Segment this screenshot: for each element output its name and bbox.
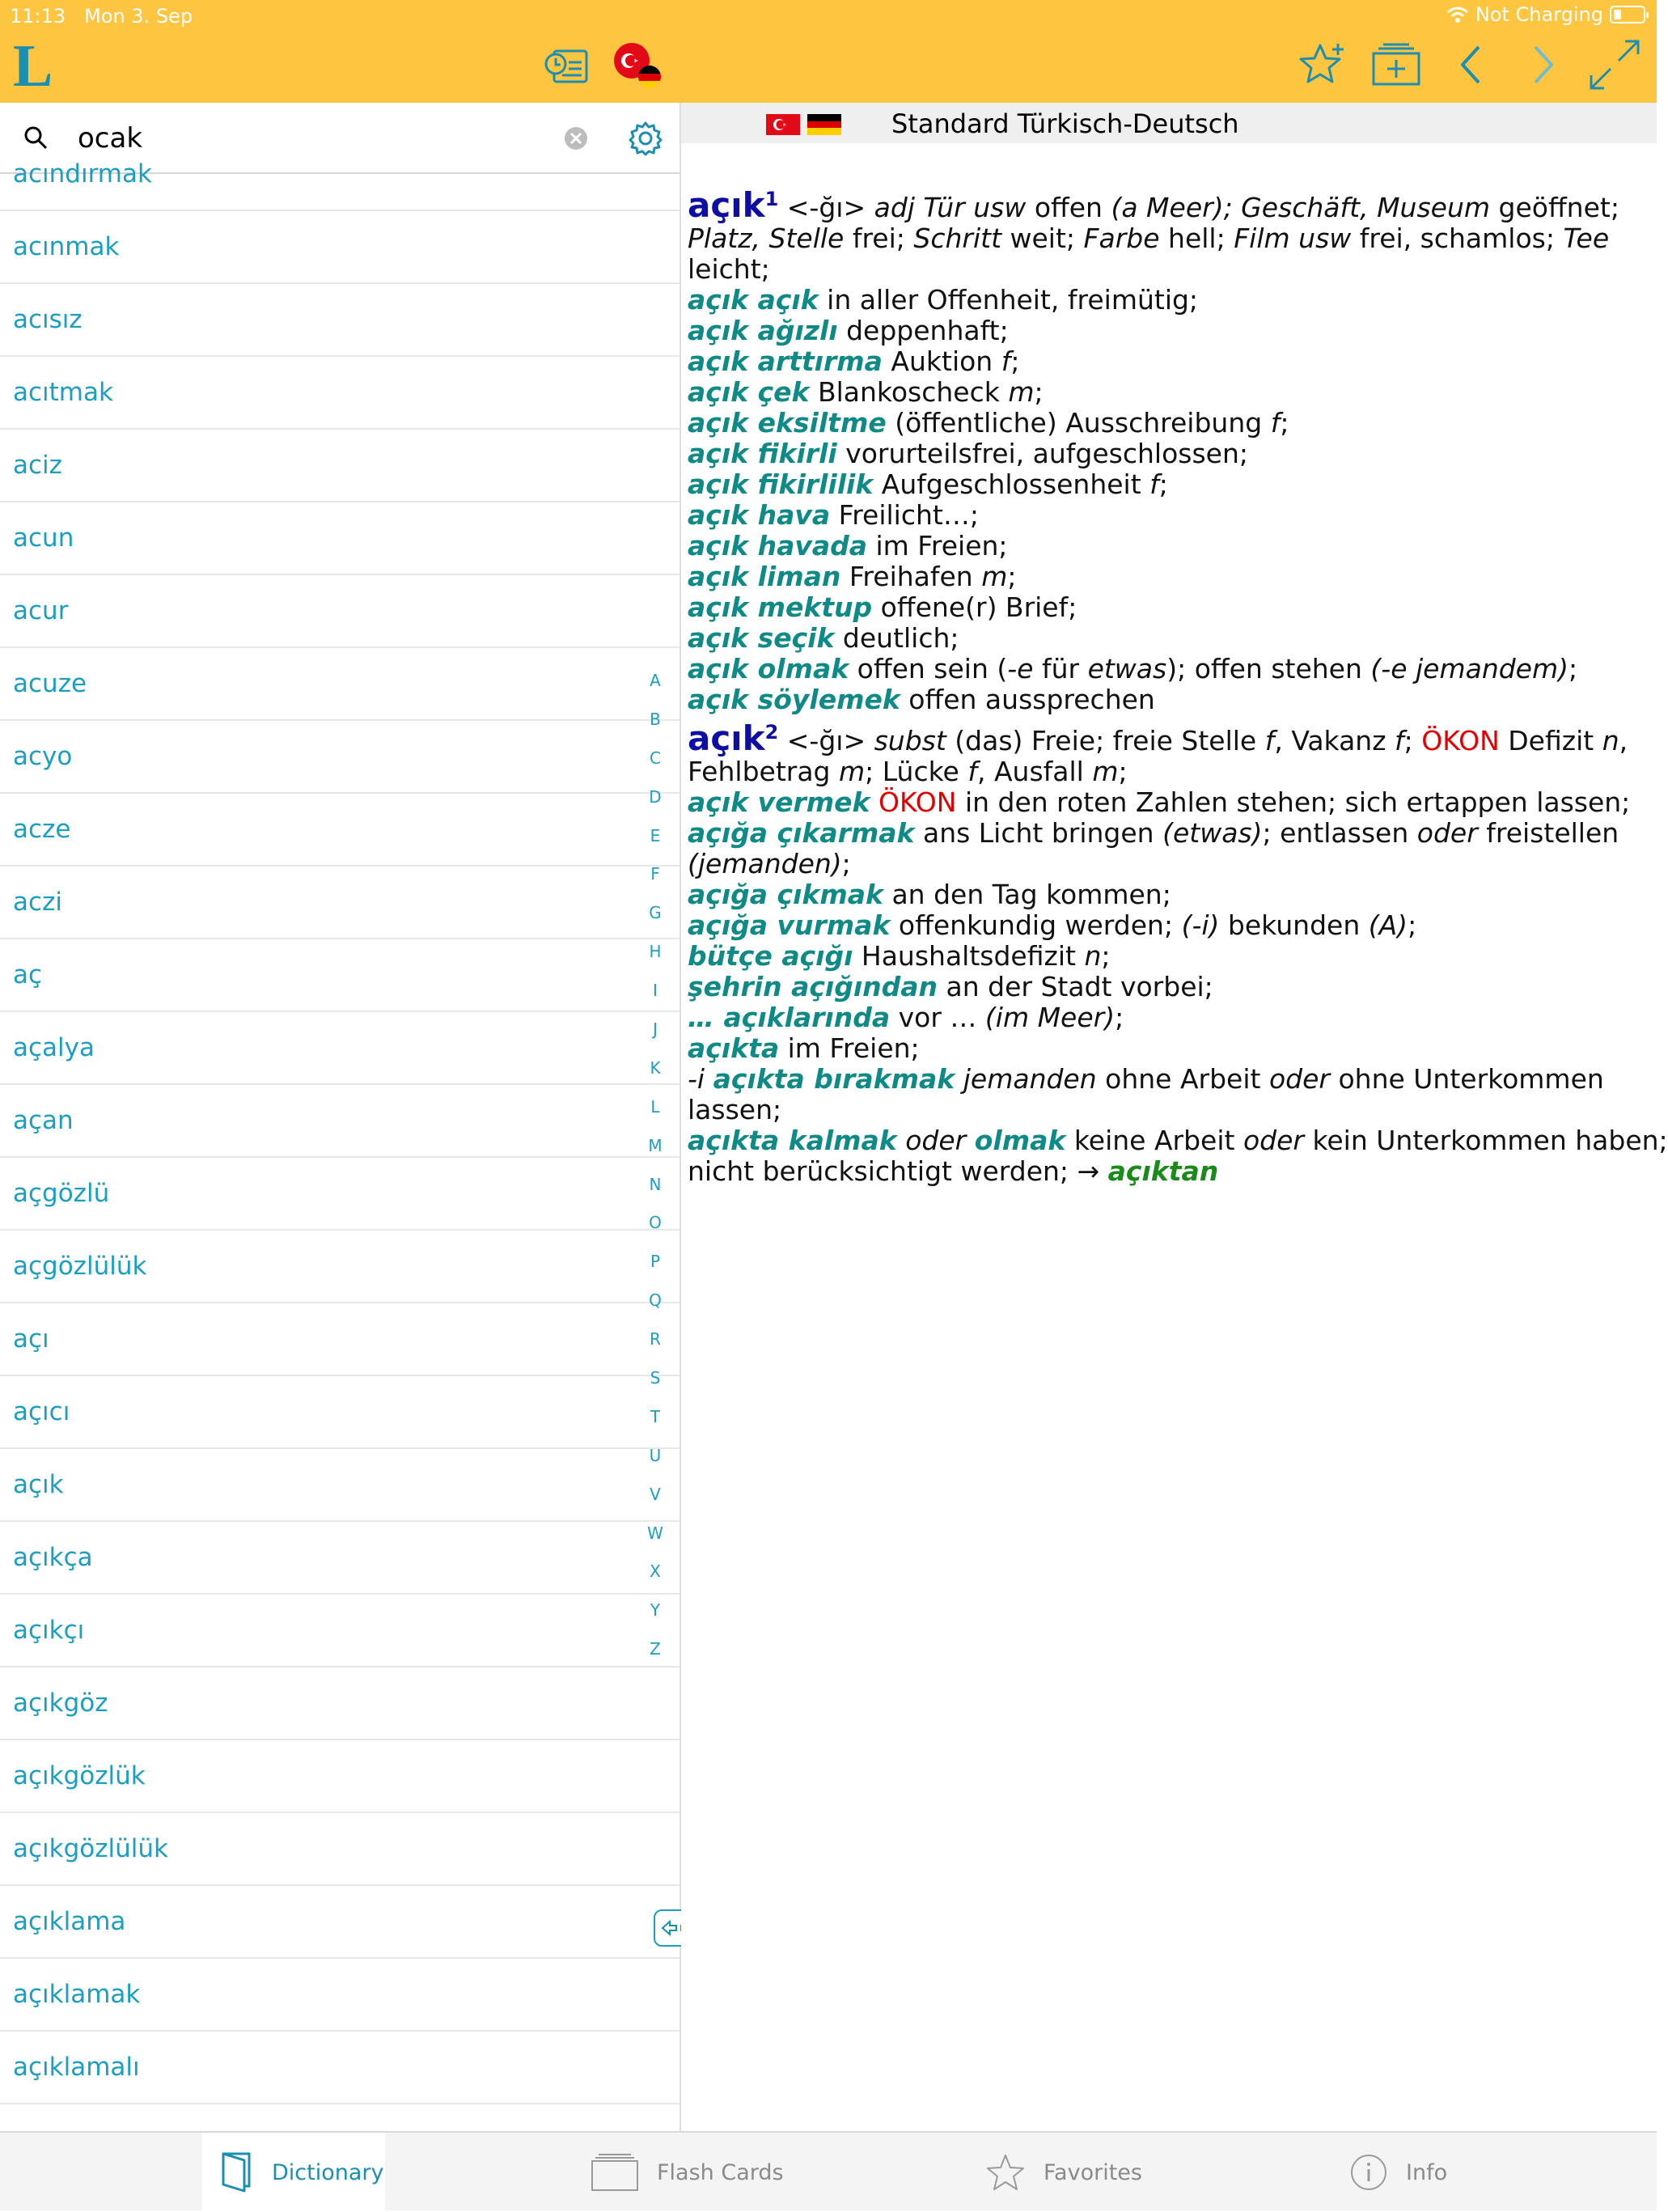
index-letter[interactable]: V	[650, 1484, 661, 1504]
tab-flash-cards[interactable]: Flash Cards	[591, 2133, 784, 2212]
svg-text:L: L	[13, 33, 53, 100]
index-letter[interactable]: G	[649, 903, 662, 923]
index-letter[interactable]: B	[650, 709, 661, 729]
index-letter[interactable]: Q	[649, 1290, 662, 1311]
phrase-line: açık fikirlilik Aufgeschlossenheit f;	[688, 468, 1168, 500]
phrase-line: açık açık in aller Offenheit, freimütig;	[688, 284, 1199, 316]
cross-reference-link[interactable]: açıktan	[1107, 1155, 1219, 1187]
list-item[interactable]: acısız	[0, 284, 679, 357]
status-time: 11:13 Mon 3. Sep	[10, 5, 193, 28]
index-letter[interactable]: W	[647, 1523, 663, 1543]
index-letter[interactable]: U	[649, 1445, 662, 1465]
index-letter[interactable]: A	[650, 671, 661, 690]
phrase-line: … açıklarında vor … (im Meer);	[688, 1002, 1124, 1033]
list-item[interactable]: açıkgözlük	[0, 1740, 679, 1813]
word-list[interactable]	[0, 159, 679, 2131]
dictionary-header	[681, 103, 1657, 143]
list-item[interactable]: acur	[0, 575, 679, 648]
language-switch-icon[interactable]	[608, 36, 667, 94]
tab-favorites[interactable]: Favorites	[985, 2133, 1142, 2212]
headword: açık$^2$	[688, 718, 779, 758]
phrase-line: açık vermek ÖKON in den roten Zahlen stehen; sich ertappen lassen;	[688, 786, 1631, 818]
index-letter[interactable]: O	[649, 1213, 662, 1233]
turkish-flag-icon	[766, 114, 800, 135]
phrase-line: açık seçik deutlich;	[688, 622, 959, 654]
list-item[interactable]: açık	[0, 1449, 679, 1522]
index-letter[interactable]: S	[650, 1368, 661, 1388]
flash-cards-icon	[591, 2153, 639, 2192]
langenscheidt-logo	[11, 33, 60, 100]
list-item[interactable]: aczi	[0, 867, 679, 939]
list-item[interactable]: açan	[0, 1085, 679, 1158]
back-arrow-icon[interactable]	[1442, 36, 1500, 94]
tab-bar	[0, 2131, 1657, 2210]
phrase-line: açık ağızlı deppenhaft;	[688, 315, 1009, 346]
phrase-line: açık çek Blankoscheck m;	[688, 376, 1044, 408]
phrase-line: açık olmak offen sein (-e für etwas); offen stehen (-e jemandem);	[688, 653, 1578, 684]
phrase-line: açığa çıkarmak ans Licht bringen (etwas); entlassen oder freistellen	[688, 817, 1619, 849]
alphabet-index[interactable]	[643, 661, 667, 1668]
tab-info[interactable]: Info	[1349, 2133, 1447, 2212]
list-item[interactable]: acuze	[0, 648, 679, 721]
phrase-line: -i açıkta bırakmak jemanden ohne Arbeit oder ohne Unterkommen	[688, 1063, 1604, 1095]
vocabulary-trainer-icon[interactable]	[537, 36, 595, 94]
index-letter[interactable]: Z	[650, 1639, 661, 1659]
phrase-line: açık liman Freihafen m;	[688, 561, 1017, 592]
index-letter[interactable]: P	[650, 1252, 661, 1272]
phrase-line: açık arttırma Auktion f;	[688, 345, 1020, 377]
wifi-icon	[1446, 6, 1469, 23]
list-item[interactable]: acındırmak	[0, 138, 679, 211]
tab-dictionary[interactable]: Dictionary	[202, 2133, 385, 2212]
index-letter[interactable]: L	[650, 1096, 660, 1117]
index-letter[interactable]: F	[650, 864, 660, 884]
phrase-line: lassen;	[688, 1094, 782, 1125]
phrase-line: bütçe açığı Haushaltsdefizit n;	[688, 940, 1111, 972]
phrase-line: açıkta im Freien;	[688, 1032, 920, 1064]
charging-status: Not Charging	[1475, 3, 1603, 26]
phrase-line: açık hava Freilicht…;	[688, 499, 979, 531]
index-letter[interactable]: T	[650, 1406, 661, 1426]
status-right	[1446, 3, 1645, 26]
index-letter[interactable]: J	[653, 1019, 658, 1040]
index-letter[interactable]: D	[649, 786, 662, 807]
index-letter[interactable]: H	[649, 942, 662, 962]
list-item[interactable]: açıkçı	[0, 1595, 679, 1667]
list-item[interactable]: açgözlülük	[0, 1231, 679, 1303]
phrase-line: şehrin açığından an der Stadt vorbei;	[688, 971, 1213, 1002]
phrase-line: açık mektup offene(r) Brief;	[688, 591, 1077, 623]
dictionary-entry	[688, 184, 1668, 1187]
list-item[interactable]: açıkgözlülük	[0, 1813, 679, 1886]
phrase-line: açıkta kalmak oder olmak keine Arbeit oder kein Unterkommen haben;	[688, 1125, 1668, 1156]
book-icon	[220, 2151, 254, 2194]
forward-arrow-icon[interactable]	[1514, 36, 1573, 94]
entry-line: Platz, Stelle frei; Schritt weit; Farbe hell; Film usw frei, schamlos; Tee	[688, 222, 1610, 254]
phrase-line: açığa vurmak offenkundig werden; (-i) bekunden (A);	[688, 909, 1417, 941]
top-toolbar	[0, 0, 1657, 103]
star-icon	[985, 2153, 1026, 2192]
list-item[interactable]: aciz	[0, 430, 679, 502]
index-letter[interactable]: I	[653, 981, 658, 1001]
index-letter[interactable]: R	[650, 1329, 661, 1350]
entry-line: Fehlbetrag m; Lücke f, Ausfall m;	[688, 756, 1128, 787]
info-icon	[1349, 2153, 1388, 2192]
german-flag-icon	[807, 114, 841, 135]
phrase-line: nicht berücksichtigt werden; → açıktan	[688, 1155, 1219, 1187]
phrase-line: açık söylemek offen aussprechen	[688, 684, 1155, 715]
entry-line: açık$^2$ <-ğı> subst (das) Freie; freie Stelle f, Vakanz f; ÖKON Defizit n,	[688, 718, 1628, 758]
list-item[interactable]: açıklama	[0, 1886, 679, 1959]
entry-line: leicht;	[688, 253, 770, 285]
list-item[interactable]: açıklamak	[0, 1959, 679, 2032]
list-item[interactable]: açıkgöz	[0, 1667, 679, 1740]
list-item[interactable]: açıcı	[0, 1376, 679, 1449]
list-item[interactable]: acze	[0, 794, 679, 867]
index-letter[interactable]: E	[650, 825, 661, 845]
list-item[interactable]: açalya	[0, 1012, 679, 1085]
word-list-panel	[0, 103, 679, 2131]
headword: açık$^1$	[688, 185, 779, 225]
phrase-line: açık fikirli vorurteilsfrei, aufgeschlossen;	[688, 438, 1248, 469]
list-item[interactable]: acınmak	[0, 211, 679, 284]
list-item[interactable]: açıkça	[0, 1522, 679, 1595]
list-item[interactable]: açı	[0, 1303, 679, 1376]
index-letter[interactable]: Y	[650, 1600, 661, 1621]
index-letter[interactable]: X	[650, 1562, 661, 1582]
list-item[interactable]: acıtmak	[0, 357, 679, 430]
add-flashcard-icon[interactable]	[1367, 36, 1425, 94]
add-favorite-icon[interactable]	[1294, 36, 1353, 94]
index-letter[interactable]: N	[649, 1174, 662, 1194]
phrase-line: açığa çıkmak an den Tag kommen;	[688, 879, 1171, 910]
battery-icon	[1610, 6, 1645, 23]
index-letter[interactable]: M	[648, 1135, 663, 1155]
phrase-line: (jemanden);	[688, 848, 851, 879]
entry-line: açık$^1$ <-ğı> adj Tür usw offen (a Meer); Geschäft, Museum geöffnet;	[688, 185, 1619, 225]
index-letter[interactable]: C	[650, 748, 661, 768]
list-item[interactable]: acun	[0, 502, 679, 575]
list-item[interactable]: açıklamalı	[0, 2032, 679, 2104]
phrase-line: açık havada im Freien;	[688, 530, 1008, 561]
fullscreen-icon[interactable]	[1585, 36, 1644, 94]
list-item[interactable]: açgözlü	[0, 1158, 679, 1231]
phrase-line: açık eksiltme (öffentliche) Ausschreibung f;	[688, 407, 1289, 439]
index-letter[interactable]: K	[650, 1057, 661, 1078]
dictionary-title: Standard Türkisch-Deutsch	[891, 108, 1239, 139]
list-item[interactable]: acyo	[0, 721, 679, 794]
entry-panel	[681, 103, 1668, 2131]
list-item[interactable]: aç	[0, 939, 679, 1012]
